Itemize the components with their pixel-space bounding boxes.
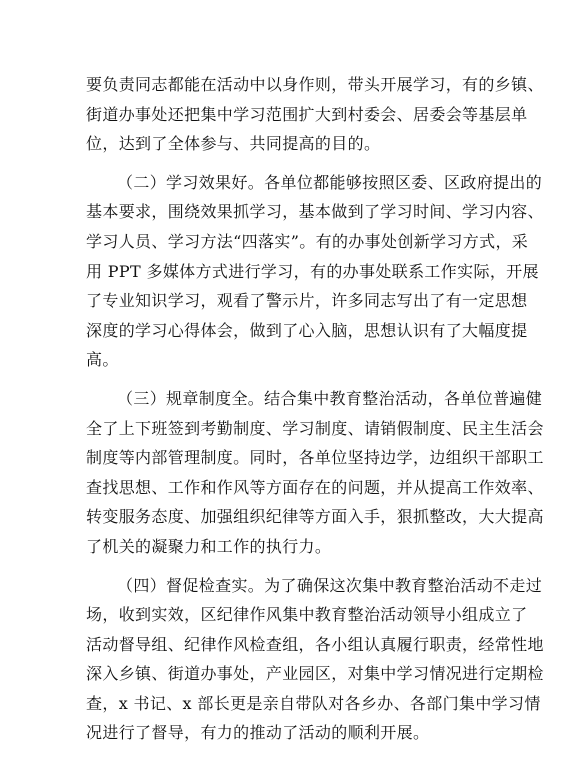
text-line: 查找思想、工作和作风等方面存在的问题，并从提高工作效率、 (86, 477, 544, 497)
document-body (86, 70, 544, 757)
text-line: （三）规章制度全。结合集中教育整治活动，各单位普遍健 (117, 388, 543, 408)
text-line: 全了上下班签到考勤制度、学习制度、请销假制度、民主生活会 (86, 418, 544, 438)
text-line: 高。 (86, 350, 119, 370)
text-line: （二）学习效果好。各单位都能够按照区委、区政府提出的 (117, 172, 543, 192)
text-line: （四）督促检查实。为了确保这次集中教育整治活动不走过 (117, 575, 543, 595)
text-line: 要负责同志都能在活动中以身作则，带头开展学习，有的乡镇、 (86, 75, 544, 94)
paragraph-learning-effect (86, 168, 544, 375)
text-line: 深入乡镇、街道办事处，产业园区，对集中学习情况进行定期检 (86, 664, 544, 684)
text-line: 况进行了督导，有力的推动了活动的顺利开展。 (86, 723, 430, 743)
text-line: 深度的学习心得体会，做到了心入脑，思想认识有了大幅度提 (86, 320, 528, 340)
text-line: 场，收到实效，区纪律作风集中教育整治活动领导小组成立了 (86, 605, 528, 625)
text-line: 活动督导组、纪律作风检查组，各小组认真履行职责，经常性地 (86, 634, 544, 654)
paragraph-rules-system (86, 384, 544, 562)
text-line: 用 PPT 多媒体方式进行学习，有的办事处联系工作实际，开展 (86, 261, 539, 281)
paragraph-supervision (86, 571, 544, 749)
text-line: 学习人员、学习方法“四落实”。有的办事处创新学习方式，采 (86, 231, 529, 251)
text-line: 制度等内部管理制度。同时，各单位坚持边学，边组织干部职工 (86, 448, 544, 468)
text-line: 查，x 书记、x 部长更是亲自带队对各乡办、各部门集中学习情 (86, 693, 541, 713)
text-line: 基本要求，围绕效果抓学习，基本做到了学习时间、学习内容、 (86, 202, 544, 222)
text-line: 街道办事处还把集中学习范围扩大到村委会、居委会等基层单 (86, 104, 528, 124)
paragraph-continuation (86, 70, 544, 159)
text-line: 了专业知识学习，观看了警示片，许多同志写出了有一定思想 (86, 291, 528, 311)
text-line: 位，达到了全体参与、共同提高的目的。 (86, 134, 381, 154)
text-line: 了机关的凝聚力和工作的执行力。 (86, 536, 332, 556)
text-line: 转变服务态度、加强组织纪律等方面入手，狠抓整改，大大提高 (86, 507, 544, 527)
